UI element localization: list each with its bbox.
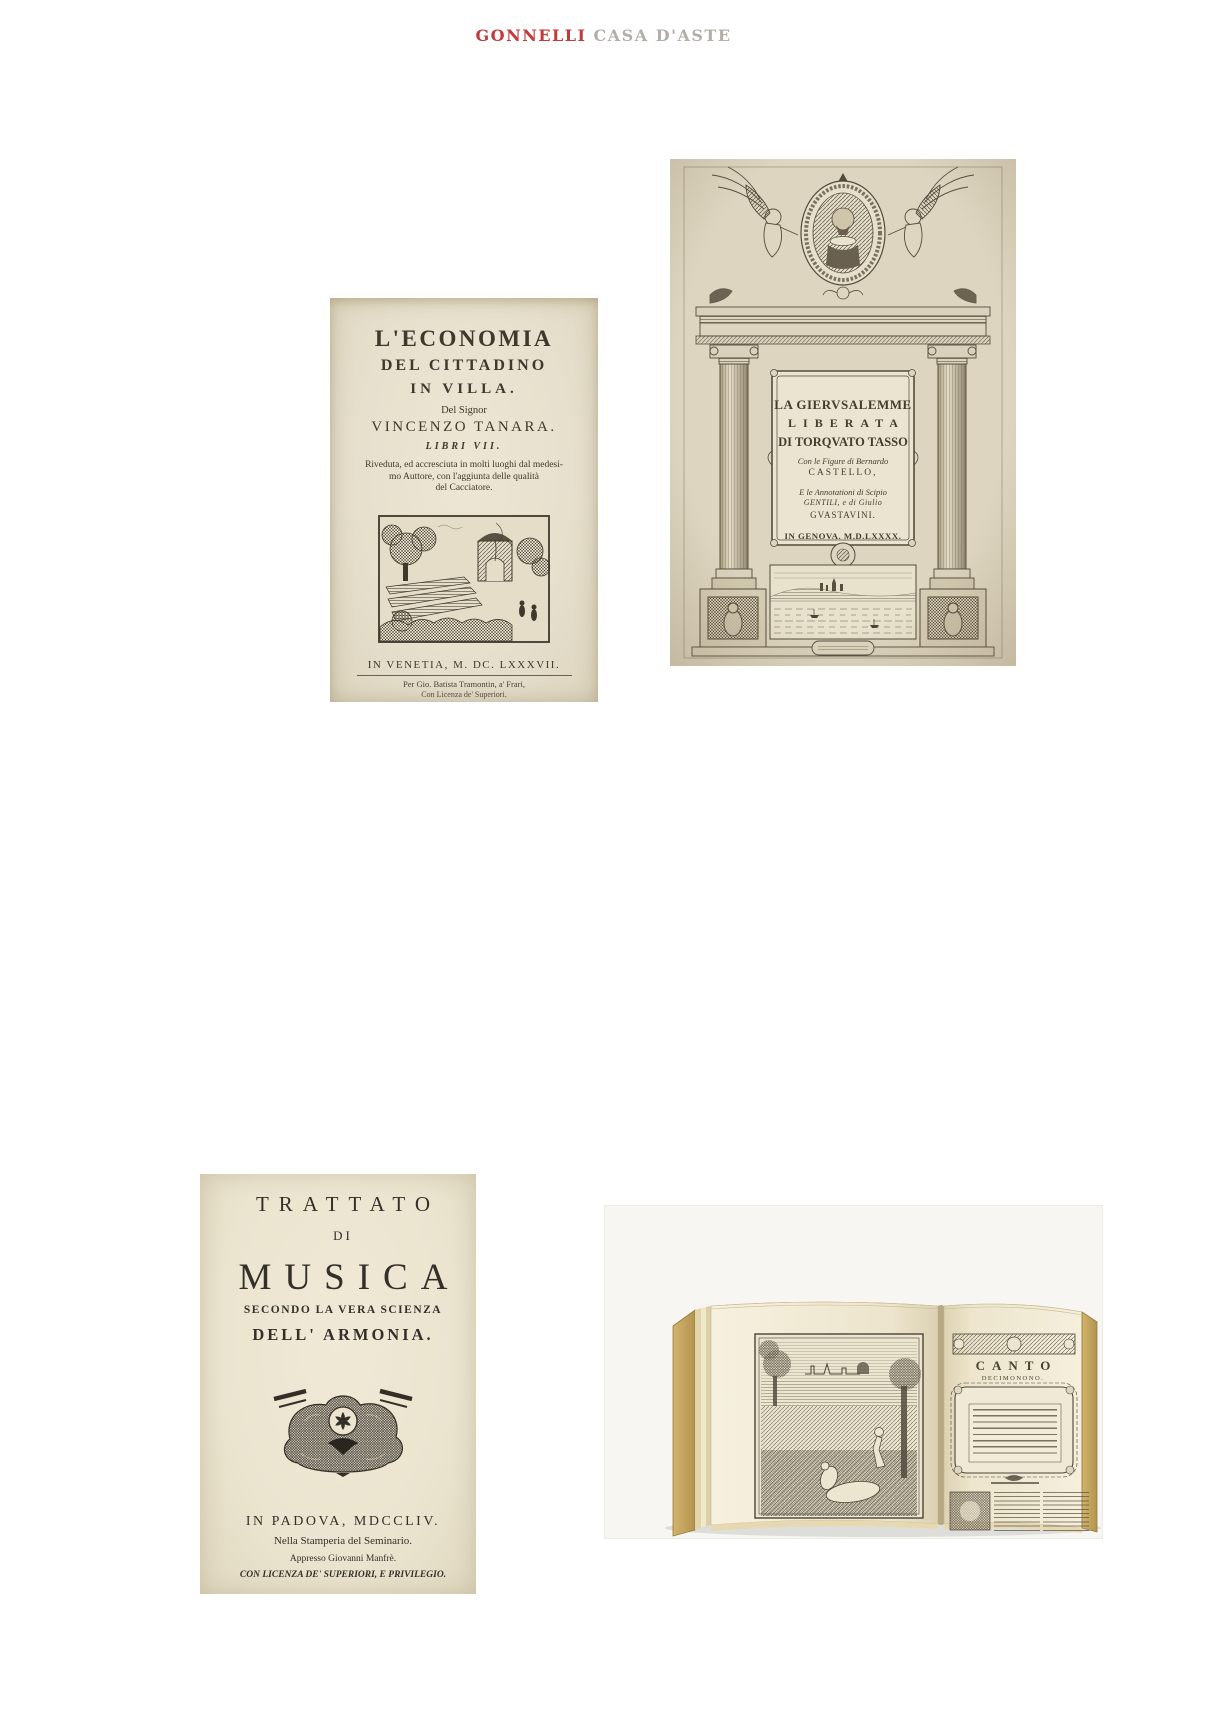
lot1-title-line2: DEL CITTADINO — [380, 357, 548, 374]
lot2-credit-line3: E le Annotationi di Scipio — [799, 487, 887, 497]
lot4-verse-column-right — [1043, 1492, 1089, 1532]
lot3-title-line3: MUSICA — [238, 1257, 461, 1298]
lot3-subtitle-line1: SECONDO LA VERA SCIENZA — [243, 1304, 443, 1316]
printer-ornament-vignette — [270, 1383, 416, 1477]
lot1-note-line1: Riveduta, ed accresciuta in molti luoghi dal medesi- — [365, 460, 563, 470]
lot2-credit-line2: CASTELLO, — [808, 468, 878, 478]
lot2-title-line3: DI TORQVATO TASSO — [778, 435, 908, 449]
lot1-title-line1: L'ECONOMIA — [374, 326, 554, 351]
lot2-imprint: IN GENOVA. M.D.LXXXX. — [784, 531, 902, 541]
lot2-credit-line4: GENTILI, e di Giulio — [803, 498, 883, 507]
page-header — [0, 26, 1207, 45]
lot1-title-page-photo — [330, 298, 598, 702]
brand-name: GONNELLI — [475, 26, 587, 45]
lot4-stanza-text-block — [973, 1409, 1057, 1457]
lot4-verse-column-left — [994, 1492, 1040, 1532]
lot4-argument-caption — [991, 1482, 1039, 1484]
lot3-imprint-line3: Appresso Giovanni Manfrè. — [289, 1554, 397, 1564]
lot1-rule — [357, 675, 572, 676]
lot3-imprint-line2: Nella Stamperia del Seminario. — [273, 1535, 413, 1547]
lot1-edition-note — [330, 460, 598, 495]
lot1-note-line2: mo Auttore, con l'aggiunta delle qualità — [389, 471, 539, 482]
lot3-imprint-line4: CON LICENZA DE' SUPERIORI, E PRIVILEGIO. — [239, 1570, 447, 1580]
brand-suffix: CASA D'ASTE — [593, 26, 732, 45]
lot1-title-line3: IN VILLA. — [410, 381, 518, 397]
lot1-byline: Del Signor — [441, 405, 487, 416]
lot1-series: LIBRI VII. — [425, 441, 503, 452]
lot4-canto-subheading: DECIMONONO. — [981, 1375, 1045, 1382]
lot3-subtitle-line2: DELL' ARMONIA. — [252, 1325, 434, 1344]
lot2-credit-line1: Con le Figure di Bernardo — [797, 456, 889, 466]
lot1-note-line3: del Cacciatore. — [435, 483, 493, 493]
lot2-frontispiece-photo — [670, 159, 1016, 666]
lot3-title-line1: TRATTATO — [255, 1192, 441, 1216]
lot3-title-page-photo — [200, 1174, 476, 1594]
lot2-title-tablet — [774, 397, 912, 542]
lot1-author: VINCENZO TANARA. — [371, 419, 557, 435]
lot2-title-line1: LA GIERVSALEMME — [774, 397, 912, 412]
lot3-title-line2: DI — [333, 1228, 353, 1243]
lot1-imprint: IN VENETIA, M. DC. LXXXVII. — [367, 658, 561, 671]
lot1-license: Con Licenza de' Superiori. — [421, 689, 507, 699]
lot4-canto-heading: CANTO — [975, 1358, 1058, 1373]
woodcut-garden-illustration — [378, 515, 550, 643]
lot1-printer: Per Gio. Batista Tramontin, a' Frari, — [403, 678, 525, 689]
lot3-imprint-line1: IN PADOVA, MDCCLIV. — [245, 1514, 441, 1529]
lot4-open-book-photo — [605, 1206, 1102, 1538]
lot2-credit-line5: GVASTAVINI. — [810, 510, 876, 520]
lot2-title-line2: LIBERATA — [788, 416, 905, 430]
